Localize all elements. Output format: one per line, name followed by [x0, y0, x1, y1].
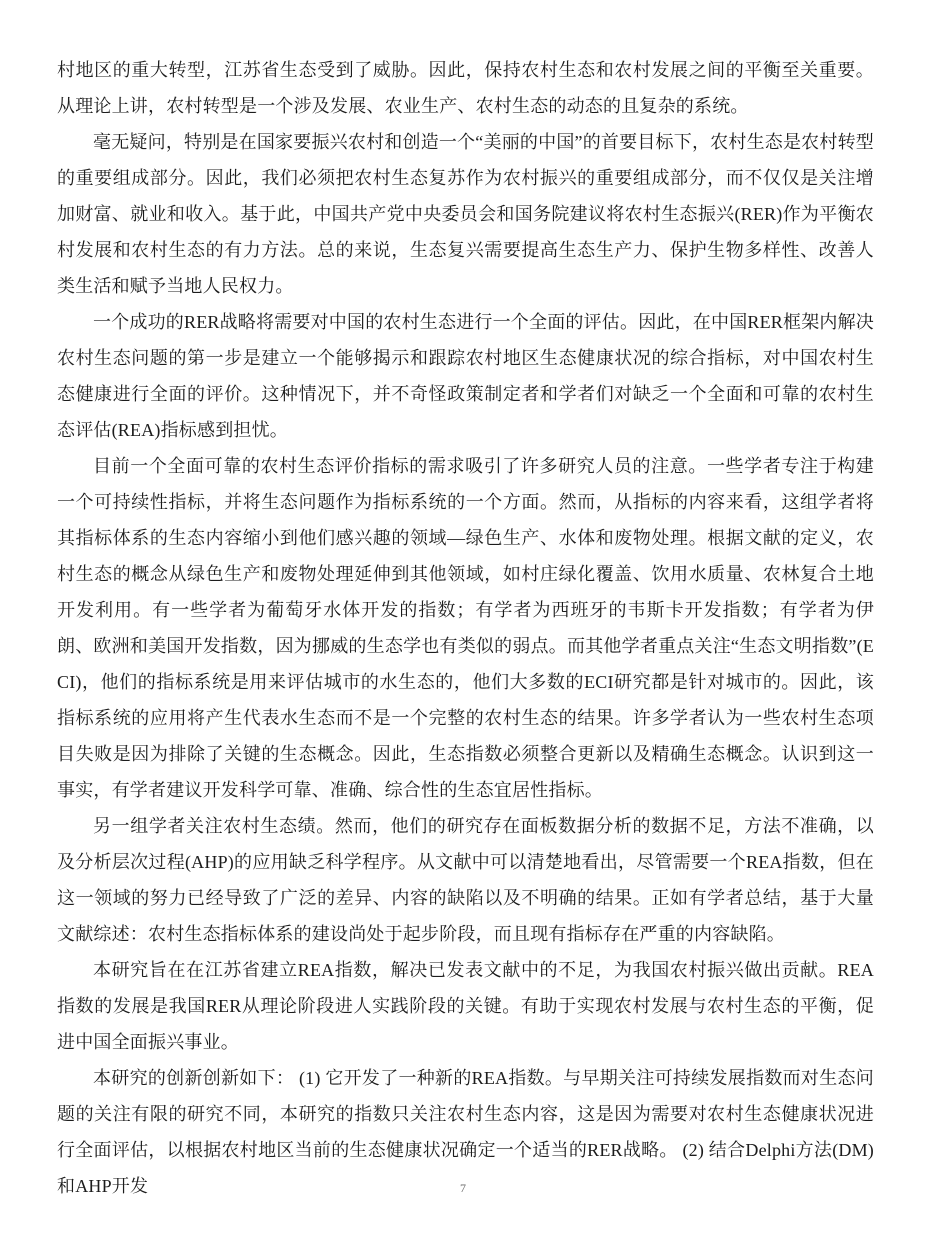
- paragraph: 本研究旨在在江苏省建立REA指数，解决已发表文献中的不足，为我国农村振兴做出贡献。REA指数的发展是我国RER从理论阶段进人实践阶段的关键。有助于实现农村发展与农村生态的平衡，促进中国全面振兴事业。: [57, 960, 874, 1052]
- paragraph: 另一组学者关注农村生态绩。然而，他们的研究存在面板数据分析的数据不足，方法不准确，以及分析层次过程(AHP)的应用缺乏科学程序。从文献中可以清楚地看出，尽管需要一个REA指数，但在这一领域的努力已经导致了广泛的差异、内容的缺陷以及不明确的结果。正如有学者总结，基于大量文献综述：农村生态指标体系的建设尚处于起步阶段，而且现有指标存在严重的内容缺陷。: [57, 816, 874, 944]
- page-number: 7: [460, 1181, 466, 1195]
- paragraph: 一个成功的RER战略将需要对中国的农村生态进行一个全面的评估。因此，在中国RER框架内解决农村生态问题的第一步是建立一个能够揭示和跟踪农村地区生态健康状况的综合指标，对中国农村生态健康进行全面的评价。这种情况下，并不奇怪政策制定者和学者们对缺乏一个全面和可靠的农村生态评估(REA)指标感到担忧。: [57, 312, 875, 440]
- paragraph: 本研究的创新创新如下： (1) 它开发了一种新的REA指数。与早期关注可持续发展指数而对生态问题的关注有限的研究不同，本研究的指数只关注农村生态内容，这是因为需要对农村生态健康状况进行全面评估，以根据农村地区当前的生态健康状况确定一个适当的RER战略。 (2) 结合Delphi方法(DM)和AHP开发: [57, 1068, 874, 1196]
- paragraph: 毫无疑问，特别是在国家要振兴农村和创造一个“美丽的中国”的首要目标下，农村生态是农村转型的重要组成部分。因此，我们必须把农村生态复苏作为农村振兴的重要组成部分，而不仅仅是关注增加财富、就业和收入。基于此，中国共产党中央委员会和国务院建议将农村生态振兴(RER)作为平衡农村发展和农村生态的有力方法。总的来说，生态复兴需要提高生态生产力、保护生物多样性、改善人类生活和赋予当地人民权力。: [57, 132, 874, 296]
- text-body: [57, 52, 874, 1204]
- paragraph-continuation: 村地区的重大转型，江苏省生态受到了威胁。因此，保持农村生态和农村发展之间的平衡至关重要。从理论上讲，农村转型是一个涉及发展、农业生产、农村生态的动态的且复杂的系统。: [57, 60, 874, 116]
- paragraph: 目前一个全面可靠的农村生态评价指标的需求吸引了许多研究人员的注意。一些学者专注于构建一个可持续性指标，并将生态问题作为指标系统的一个方面。然而，从指标的内容来看，这组学者将其指标体系的生态内容缩小到他们感兴趣的领域—绿色生产、水体和废物处理。根据文献的定义，农村生态的概念从绿色生产和废物处理延伸到其他领域，如村庄绿化覆盖、饮用水质量、农林复合土地开发利用。有一些学者为葡萄牙水体开发的指数；有学者为西班牙的韦斯卡开发指数；有学者为伊朗、欧洲和美国开发指数，因为挪威的生态学也有类似的弱点。而其他学者重点关注“生态文明指数”(ECI)，他们的指标系统是用来评估城市的水生态的，他们大多数的ECI研究都是针对城市的。因此，该指标系统的应用将产生代表水生态而不是一个完整的农村生态的结果。许多学者认为一些农村生态项目失败是因为排除了关键的生态概念。因此，生态指数必须整合更新以及精确生态概念。认识到这一事实，有学者建议开发科学可靠、准确、综合性的生态宜居性指标。: [57, 456, 874, 800]
